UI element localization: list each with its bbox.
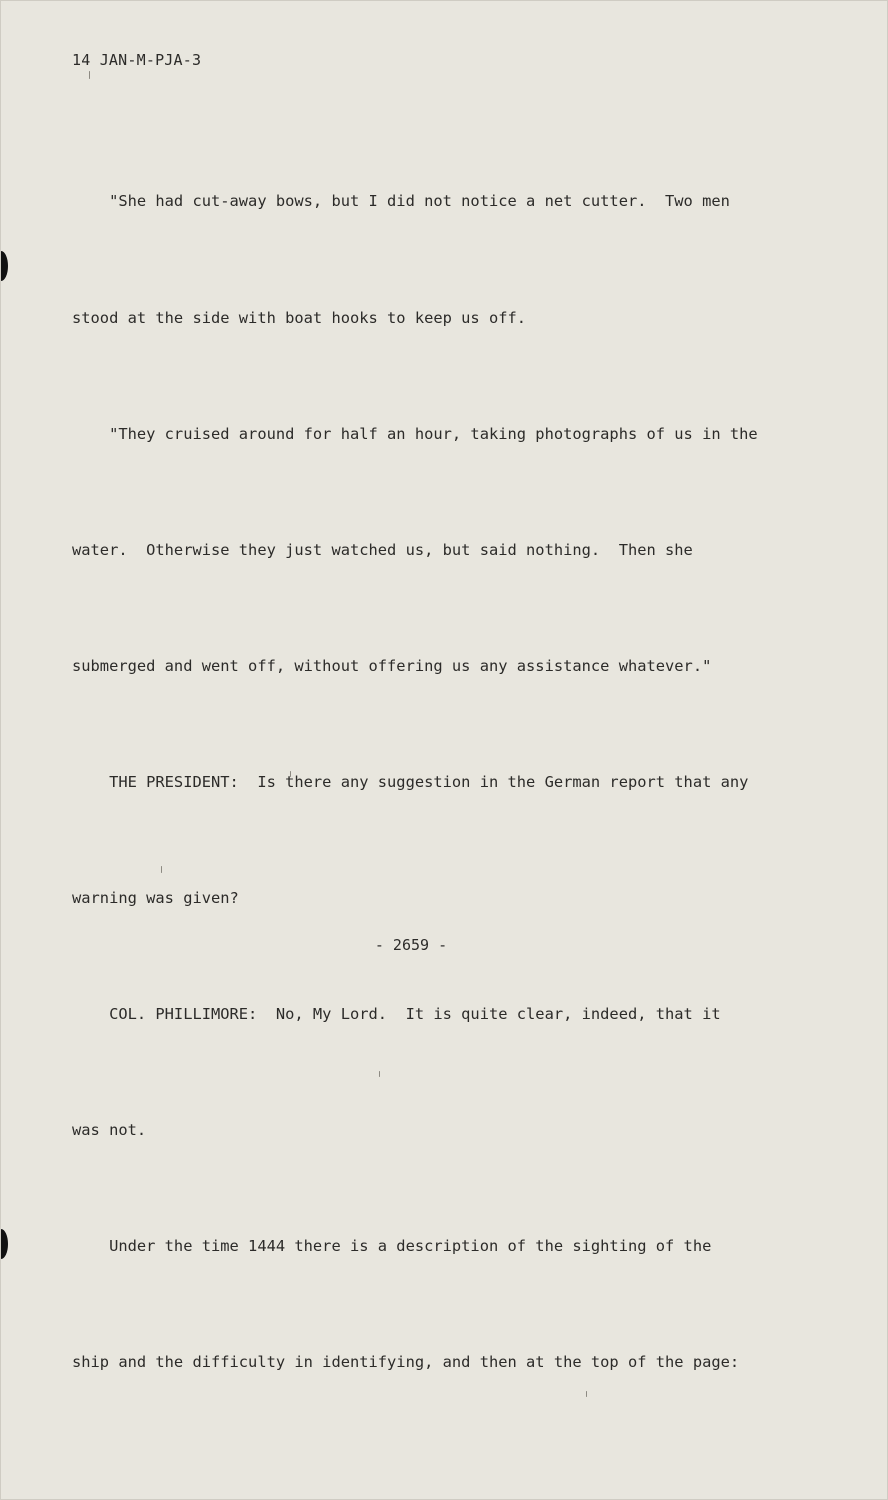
paper-speck [89,71,90,79]
page-number: - 2659 - [374,936,448,954]
document-reference: 14 JAN-M-PJA-3 [72,51,202,69]
text-line: ship and the difficulty in identifying, and then at the top of the page: [72,1353,740,1372]
text-line: warning was given? [72,888,239,907]
punch-hole-top [0,251,8,281]
text-line: COL. PHILLIMORE: No, My Lord. It is quite clear, indeed, that it [72,1005,721,1024]
text-line: THE PRESIDENT: Is there any suggestion in the German report that any [72,772,749,791]
text-line: "She had cut-away bows, but I did not notice a net cutter. Two men [72,192,730,211]
transcript-body [72,105,812,1459]
text-line: was not. [72,1121,147,1140]
text-line: submerged and went off, without offering us any assistance whatever." [72,656,712,675]
text-line: stood at the side with boat hooks to keep us off. [72,308,527,327]
punch-hole-bottom [0,1229,8,1259]
text-line: Under the time 1444 there is a description of the sighting of the [72,1237,712,1256]
text-line: "They cruised around for half an hour, taking photographs of us in the [72,424,758,443]
text-line: water. Otherwise they just watched us, but said nothing. Then she [72,540,693,559]
